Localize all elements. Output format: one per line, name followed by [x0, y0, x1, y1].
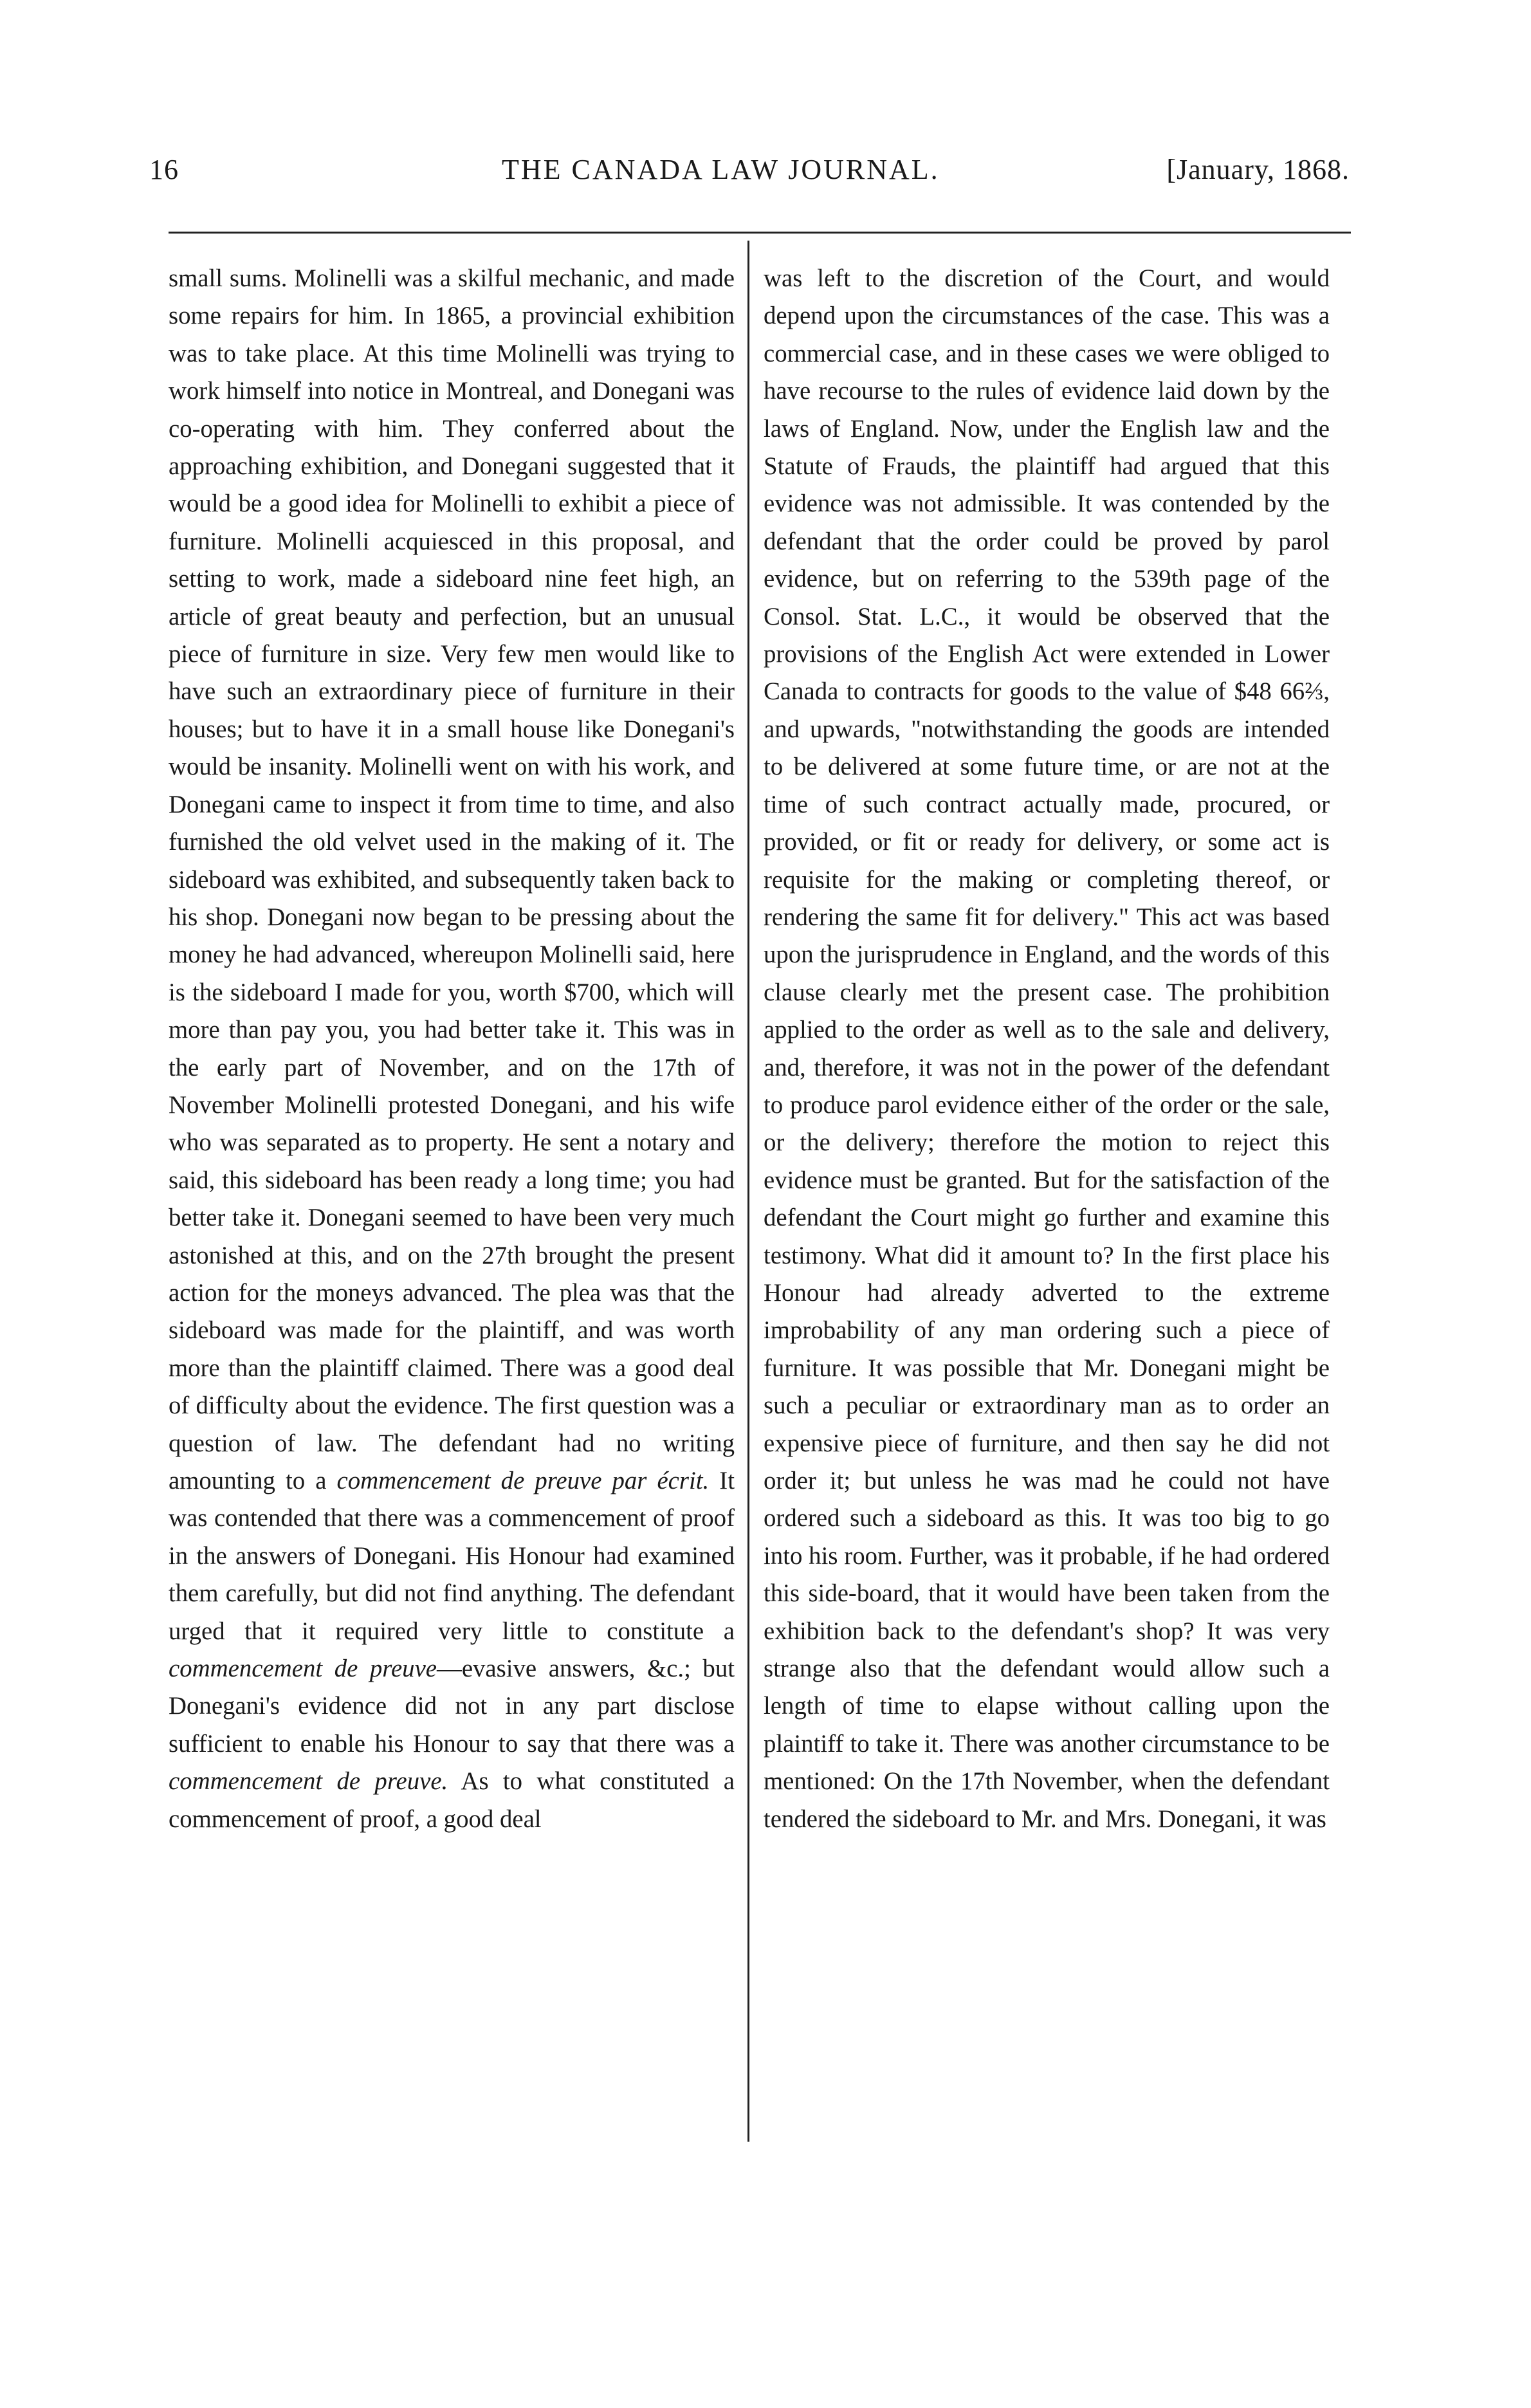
- running-header: [149, 153, 1350, 198]
- right-column: [764, 260, 1330, 1838]
- right-column-text: was left to the discretion of the Court, and would depend upon the circumstances of the case. This was a commercial case, and in these cases we were obliged to have recourse to the rules of evidence laid down by the laws of England. Now, under the English law and the Statute of Frauds, the plaintiff had argued that this evidence was not admissible. It was contended by the defendant that the order could be proved by parol evidence, but on referring to the 539th page of the Consol. Stat. L.C., it would be observed that the provisions of the English Act were extended in Lower Canada to contracts for goods to the value of $48 66⅔, and upwards, "notwithstanding the goods are intended to be delivered at some future time, or are not at the time of such contract actually made, procured, or provided, or fit or ready for delivery, or some act is requisite for the making or completing thereof, or rendering the same fit for delivery." This act was based upon the jurisprudence in England, and the words of this clause clearly met the present case. The prohibition applied to the order as well as to the sale and delivery, and, therefore, it was not in the power of the defendant to produce parol evidence either of the order or the sale, or the delivery; therefore the motion to reject this evidence must be granted. But for the satisfaction of the defendant the Court might go further and examine this testimony. What did it amount to? In the first place his Honour had already adverted to the extreme improbability of any man ordering such a piece of furniture. It was possible that Mr. Donegani might be such a peculiar or extraordinary man as to order an expensive piece of furniture, and then say he did not order it; but unless he was mad he could not have ordered such a sideboard as this. It was too big to go into his room. Further, was it probable, if he had ordered this side-board, that it would have been taken from the exhibition back to the defendant's shop? It was very strange also that the defendant would allow such a length of time to elapse without calling upon the plaintiff to take it. There was another circumstance to be mentioned: On the 17th November, when the defendant tendered the sideboard to Mr. and Mrs. Donegani, it was: [764, 264, 1330, 1833]
- left-italic-1: commencement de preuve par écrit.: [336, 1467, 710, 1494]
- journal-title: THE CANADA LAW JOURNAL.: [502, 154, 940, 185]
- issue-date: [January, 1868.: [1166, 154, 1350, 185]
- left-column: [169, 260, 735, 1838]
- column-divider: [747, 241, 749, 2142]
- left-column-text: [169, 260, 735, 1838]
- left-italic-2: commencement de preuve: [169, 1655, 437, 1683]
- left-text-part-1: small sums. Molinelli was a skilful mechanic, and made some repairs for him. In 1865, a provincial exhibition was to take place. At this time Molinelli was trying to work himself into notice in Montreal, and Donegani was co-operating with him. They conferred about the approaching exhibition, and Donegani suggested that it would be a good idea for Molinelli to exhibit a piece of furniture. Molinelli acquiesced in this proposal, and setting to work, made a sideboard nine feet high, an article of great beauty and perfection, but an unusual piece of furniture in size. Very few men would like to have such an extraordinary piece of furniture in their houses; but to have it in a small house like Donegani's would be insanity. Molinelli went on with his work, and Donegani came to inspect it from time to time, and also furnished the old velvet used in the making of it. The sideboard was exhibited, and subsequently taken back to his shop. Donegani now began to be pressing about the money he had advanced, whereupon Molinelli said, here is the sideboard I made for you, worth $700, which will more than pay you, you had better take it. This was in the early part of November, and on the 17th of November Molinelli protested Donegani, and his wife who was separated as to property. He sent a notary and said, this sideboard has been ready a long time; you had better take it. Donegani seemed to have been very much astonished at this, and on the 27th brought the present action for the moneys advanced. The plea was that the sideboard was made for the plaintiff, and was worth more than the plaintiff claimed. There was a good deal of difficulty about the evidence. The first question was a question of law. The defendant had no writing amounting to a: [169, 264, 735, 1494]
- left-text-part-3: —evasive answers, &c.; but Donegani's evidence did not in any part disclose sufficient to enable his Honour to say that there was a: [169, 1655, 735, 1758]
- left-text-part-4: As to what constituted a commencement of proof, a good deal: [169, 1767, 735, 1833]
- header-rule: [169, 232, 1351, 234]
- page-number: 16: [149, 154, 179, 185]
- left-text-part-2: It was contended that there was a commencement of proof in the answers of Donegani. His Honour had examined them carefully, but did not find anything. The defendant urged that it required very little to constitute a: [169, 1467, 735, 1645]
- left-italic-3: commencement de preuve.: [169, 1767, 448, 1796]
